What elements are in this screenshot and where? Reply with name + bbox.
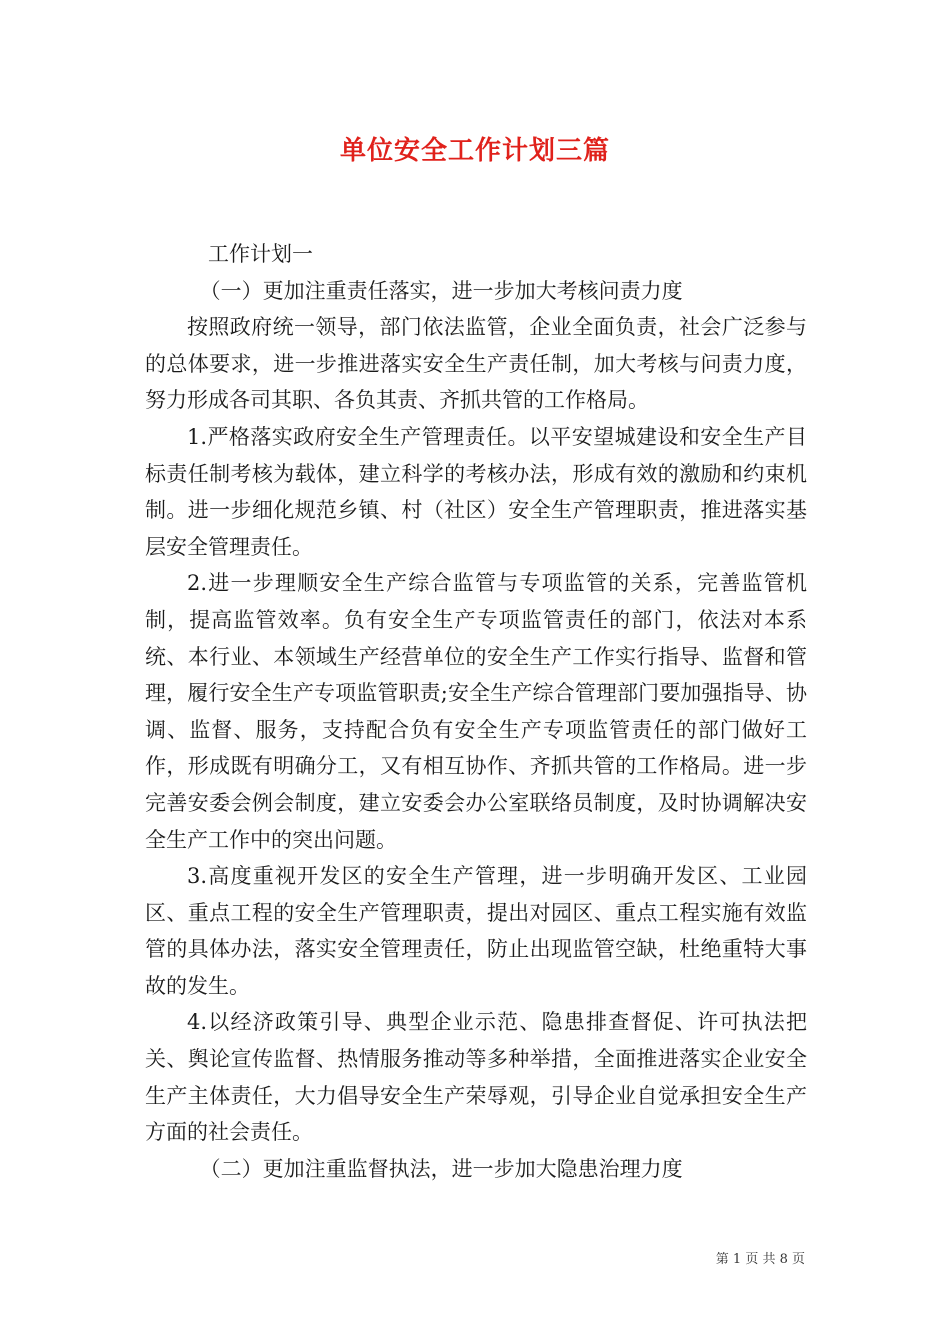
section-heading-1: （一）更加注重责任落实，进一步加大考核问责力度: [199, 278, 683, 303]
paragraph-intro: 按照政府统一领导，部门依法监管，企业全面负责，社会广泛参与的总体要求，进一步推进落实安全生产责任制，加大考核与问责力度，努力形成各司其职、各负其责、齐抓共管的工作格局。: [145, 315, 807, 413]
list-item-2: 2.进一步理顺安全生产综合监管与专项监管的关系，完善监管机制，提高监管效率。负有安全生产专项监管责任的部门，依法对本系统、本行业、本领域生产经营单位的安全生产工作实行指导、监督和管理，履行安全生产专项监管职责;安全生产综合管理部门要加强指导、协调、监督、服务，支持配合负有安全生产专项监管责任的部门做好工作，形成既有明确分工，又有相互协作、齐抓共管的工作格局。进一步完善安委会例会制度，建立安委会办公室联络员制度，及时协调解决安全生产工作中的突出问题。: [145, 571, 807, 852]
list-item-4: 4.以经济政策引导、典型企业示范、隐患排查督促、许可执法把关、舆论宣传监督、热情服务推动等多种举措，全面推进落实企业安全生产主体责任，大力倡导安全生产荣辱观，引导企业自觉承担安全生产方面的社会责任。: [145, 1010, 807, 1145]
section-heading-2: （二）更加注重监督执法，进一步加大隐患治理力度: [199, 1156, 683, 1181]
plan-label: 工作计划一: [208, 242, 313, 266]
page-number: 第 1 页 共 8 页: [715, 1252, 805, 1267]
document-body: [145, 236, 807, 1187]
list-item-1: 1.严格落实政府安全生产管理责任。以平安望城建设和安全生产目标责任制考核为载体，建立科学的考核办法，形成有效的激励和约束机制。进一步细化规范乡镇、村（社区）安全生产管理职责，推进落实基层安全管理责任。: [145, 424, 807, 559]
page-title: 单位安全工作计划三篇: [339, 136, 610, 166]
list-item-3: 3.高度重视开发区的安全生产管理，进一步明确开发区、工业园区、重点工程的安全生产管理职责，提出对园区、重点工程实施有效监管的具体办法，落实安全管理责任，防止出现监管空缺，杜绝重特大事故的发生。: [145, 864, 807, 998]
